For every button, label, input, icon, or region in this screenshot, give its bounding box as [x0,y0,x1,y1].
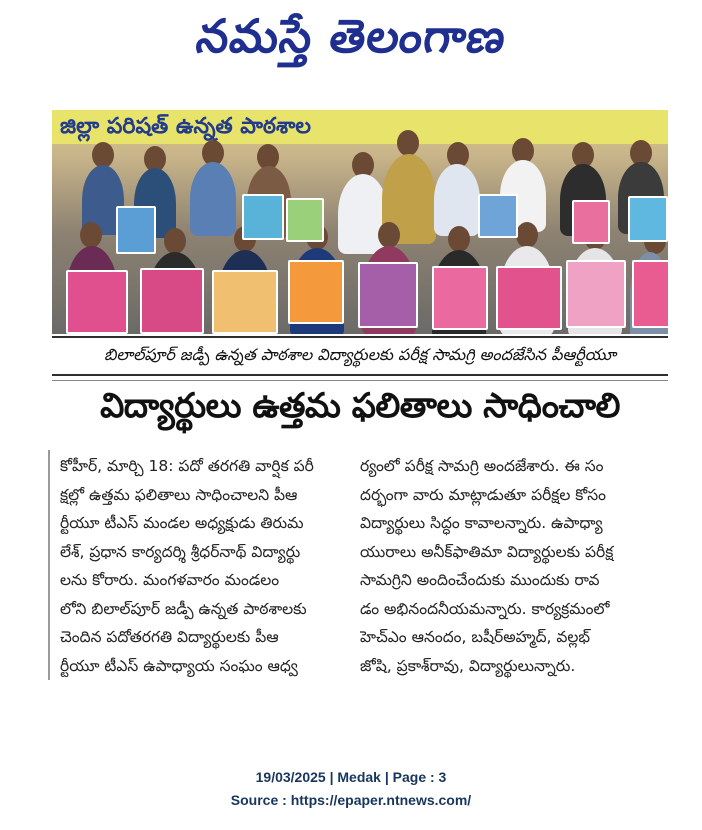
footer-source [0,792,702,808]
article-line: లను కోరారు. మంగళవారం మండలం [60,571,280,589]
article-line: ర్యంలో పరీక్ష సామగ్రి అందజేశారు. ఈ సం [360,457,604,475]
banner-text: జిల్లా పరిషత్ ఉన్నత పాఠశాల [60,113,311,139]
article-line: విద్యార్థులు సిద్ధం కావాలన్నారు. ఉపాధ్యా [360,514,603,532]
footer-dateline [0,769,702,785]
photo-caption [52,336,668,376]
article-headline [52,384,668,436]
article-line: హెచ్‌ఎం ఆనందం, బషీర్‌అహ్మద్, వల్లభ్ [360,628,591,646]
article-line: క్షల్లో ఉత్తమ ఫలితాలు సాధించాలని పీఆ [60,485,298,504]
photo-caption-text: బిలాల్‌పూర్ జడ్పీ ఉన్నత పాఠశాల విద్యార్థులకు పరీక్ష సామగ్రి అందజేసిన పీఆర్టీయూ [103,344,617,364]
article-line: లోని బిలాల్‌పూర్ జడ్పీ ఉన్నత పాఠశాలకు [60,599,307,618]
masthead-title: నమస్తే తెలంగాణ [193,9,511,63]
article-line: సామగ్రిని అందించేందుకు ముందుకు రావ [360,571,600,589]
newspaper-masthead [0,8,702,76]
article-line: ర్టీయూ టీఎస్ మండల అధ్యక్షుడు తిరుమ [60,514,304,532]
article-line: కోహీర్, మార్చి 18: పదో తరగతి వార్షిక పరీ [60,457,314,475]
headline-text: విద్యార్థులు ఉత్తమ ఫలితాలు సాధించాలి [100,386,620,426]
footer-date-page: 19/03/2025 | Medak | Page : 3 [255,769,447,785]
article-line: జోషి, ప్రకాశ్‌రావు, విద్యార్థులున్నారు. [360,656,576,675]
column-border [48,450,50,680]
article-line: డం అభినందనీయమన్నారు. కార్యక్రమంలో [360,599,610,618]
article-line: లేశ్, ప్రధాన కార్యదర్శి శ్రీధర్‌నాథ్ విద్యార్థు [60,542,301,561]
article-line: ర్టీయూ టీఎస్ ఉపాధ్యాయ సంఘం ఆధ్వ [60,656,298,675]
source-label: Source : [230,792,291,808]
news-photo [52,110,668,334]
source-link[interactable]: https://epaper.ntnews.com/ [290,792,472,808]
school-banner [52,110,668,144]
separator-line [52,380,668,381]
article-line: యురాలు అనీక్‌ఫాతిమా విద్యార్థులకు పరీక్ష [360,542,614,561]
article-column-right [360,452,656,680]
article-line: దర్భంగా వారు మాట్లాడుతూ పరీక్షల కోసం [360,485,607,504]
article-line: చెందిన పదోతరగతి విద్యార్థులకు పీఆ [60,628,279,646]
article-column-left [60,452,356,680]
